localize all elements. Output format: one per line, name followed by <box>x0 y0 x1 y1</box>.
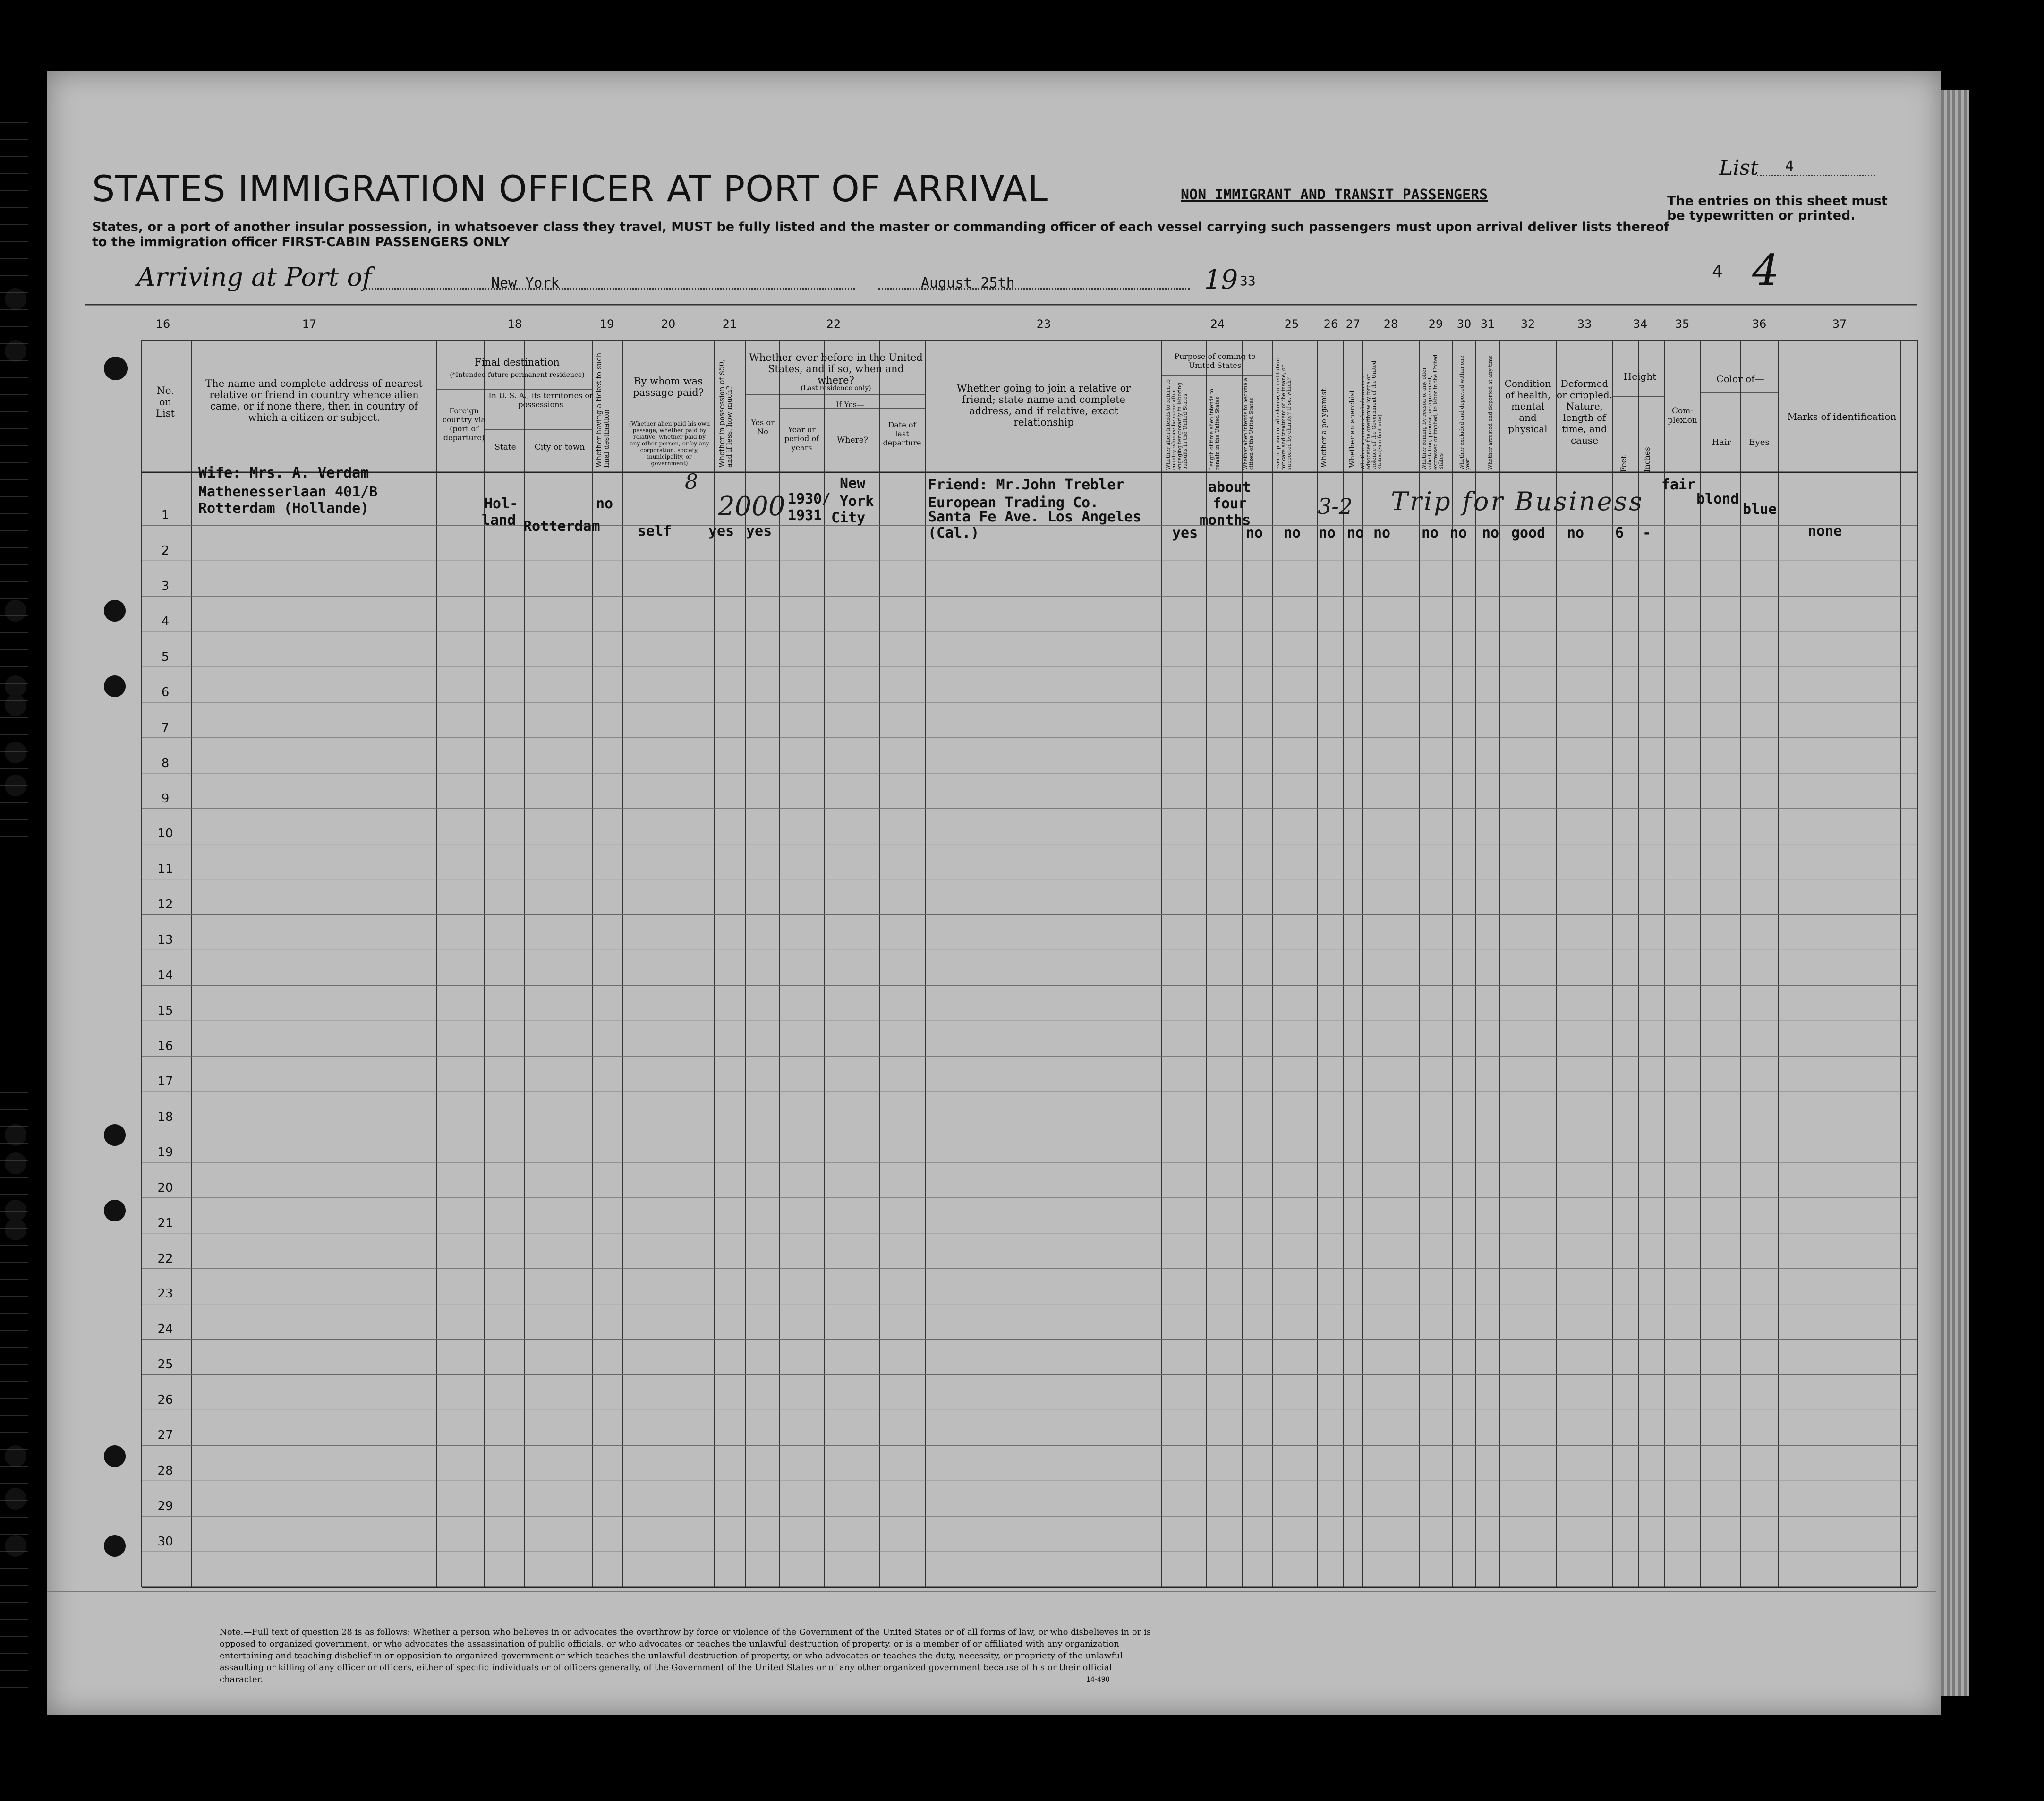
row-number: 3 <box>161 579 170 594</box>
hdr-polygamist: Whether a polygamist <box>1320 388 1328 468</box>
entry-eyes: blue <box>1743 501 1777 518</box>
entry-prison: no <box>1284 525 1301 541</box>
hdr-year-period: Year or period of years <box>784 425 819 452</box>
entry-inches: - <box>1643 525 1652 541</box>
port-value: New York <box>491 275 560 291</box>
hdr-join-relative: Whether going to join a relative or friend; state name and complete address, and if relative, exact relationship <box>956 383 1131 428</box>
entry-relative-line3: Rotterdam (Hollande) <box>198 500 369 517</box>
column-number: 24 <box>1210 317 1225 331</box>
entry-q31: no <box>1482 525 1499 541</box>
row-number: 27 <box>157 1428 173 1443</box>
row-number: 1 <box>161 508 170 523</box>
entry-q28: no <box>1373 525 1391 541</box>
hdr-q29: Whether coming by reason of any offer, solicitation, promise, or agreement, expressed or implied, to labor in the United States <box>1421 354 1444 470</box>
column-number: 18 <box>507 317 522 331</box>
hdr-possession-money: Whether in possession of $50, and if less, how much? <box>717 359 733 468</box>
row-number: 29 <box>157 1499 173 1513</box>
entry-q29: no <box>1422 525 1439 541</box>
entry-where-line2: York <box>840 493 874 510</box>
hdr-feet: Feet <box>1619 455 1628 472</box>
column-number: 37 <box>1832 317 1847 331</box>
entry-state-line2: land <box>482 512 516 529</box>
row-number: 7 <box>161 720 170 735</box>
sheet-number: 4 <box>1712 262 1723 282</box>
entry-deformed: no <box>1567 525 1584 541</box>
entry-length-line3: months <box>1200 512 1251 529</box>
column-number: 31 <box>1480 317 1495 331</box>
row-number: 21 <box>157 1216 173 1230</box>
column-number: 17 <box>302 317 317 331</box>
row-number: 19 <box>157 1145 173 1160</box>
entry-years-line2: 1931 <box>788 507 822 524</box>
entry-city: Rotterdam <box>523 518 600 535</box>
page-subtitle: NON IMMIGRANT AND TRANSIT PASSENGERS <box>1181 187 1488 203</box>
column-number: 29 <box>1428 317 1443 331</box>
row-number: 26 <box>157 1393 173 1408</box>
entry-join-line4: (Cal.) <box>928 525 979 541</box>
hdr-height: Height <box>1623 371 1657 382</box>
column-number: 19 <box>599 317 614 331</box>
hdr-purpose-b: Length of time alien intends to remain in the United States <box>1209 388 1220 470</box>
sheet-number-handwritten: 4 <box>1752 246 1780 295</box>
hdr-inches: Inches <box>1643 447 1652 472</box>
row-number: 10 <box>157 827 173 841</box>
entry-money: yes <box>708 523 734 539</box>
entry-ever-before: yes <box>746 523 772 539</box>
hdr-condition: Condition of health, mental and physical <box>1504 378 1551 435</box>
column-number: 33 <box>1577 317 1592 331</box>
entries-note: The entries on this sheet must be typewritten or printed. <box>1667 194 1888 223</box>
hdr-q30: Whether excluded and deported within one year <box>1459 355 1471 470</box>
hdr-if-yes: If Yes— <box>835 400 865 409</box>
row-number: 9 <box>161 791 170 806</box>
row-number: 12 <box>157 897 173 912</box>
hdr-yes-or-no: Yes or No <box>751 418 775 436</box>
hdr-city: City or town <box>534 443 585 452</box>
hdr-prison: Ever in prison or almshouse, or institution for care and treatment of the insane, or supported by charity? If so, which? <box>1275 358 1292 470</box>
form-number: 14-490 <box>1086 1676 1110 1683</box>
hdr-state: State <box>494 443 516 452</box>
hdr-relative-address: The name and complete address of nearest relative or friend in country whence alien came, or if none there, then in country of which a citizen or subject. <box>205 378 423 423</box>
entry-money-handwritten: 2000 <box>718 491 785 522</box>
entry-condition: good <box>1511 525 1546 541</box>
row-number: 11 <box>157 862 173 877</box>
list-label: List <box>1719 156 1759 180</box>
row-number: 28 <box>157 1464 173 1478</box>
entry-marks: none <box>1808 523 1842 539</box>
entry-where-line3: City <box>831 510 866 526</box>
hdr-deformed: Deformed or crippled. Nature, length of time, and cause <box>1556 378 1613 446</box>
hdr-purpose-a: Whether alien intends to return to country whence he came after engaging temporarily in laboring pursuits in the United States <box>1165 379 1188 470</box>
row-number: 5 <box>161 649 170 664</box>
column-number: 36 <box>1752 317 1767 331</box>
column-number: 20 <box>661 317 676 331</box>
hdr-foreign-country: Foreign country via (port of departure) <box>442 406 486 442</box>
row-number: 13 <box>157 933 173 947</box>
entry-handwritten-code: 3-2 <box>1318 494 1353 519</box>
entry-relative-line1: Wife: Mrs. A. Verdam <box>198 465 369 481</box>
row-number: 25 <box>157 1357 173 1372</box>
row-number: 24 <box>157 1322 173 1337</box>
hdr-q31: Whether arrested and deported at any time <box>1487 355 1493 470</box>
date-value: August 25th <box>921 275 1015 291</box>
row-number: 22 <box>157 1251 173 1266</box>
row-number: 20 <box>157 1180 173 1195</box>
entry-where-line1: New <box>840 475 866 492</box>
entry-join-line1: Friend: Mr.John Trebler <box>928 477 1124 493</box>
column-number: 25 <box>1284 317 1299 331</box>
entry-passage-paid: self <box>638 523 672 539</box>
entry-citizen: no <box>1246 525 1263 541</box>
column-number: 16 <box>155 317 170 331</box>
entry-polygamist: no <box>1319 525 1336 541</box>
row-number: 30 <box>157 1534 173 1549</box>
page-title: STATES IMMIGRATION OFFICER AT PORT OF ARRIVAL <box>92 168 1048 210</box>
year-prefix: 19 <box>1204 265 1238 295</box>
hdr-marks: Marks of identification <box>1787 411 1897 422</box>
hdr-in-usa: In U. S. A., its territories or possessions <box>488 391 593 409</box>
hdr-eyes: Eyes <box>1749 437 1770 447</box>
entry-return: yes <box>1172 525 1198 541</box>
entry-q30: no <box>1450 525 1467 541</box>
row-number: 2 <box>161 544 170 558</box>
column-number: 35 <box>1675 317 1690 331</box>
hdr-passage-paid: By whom was passage paid? <box>633 376 704 398</box>
row-number: 8 <box>161 756 170 770</box>
hdr-where: Where? <box>837 435 868 445</box>
hdr-ticket: Whether having a ticket to such final destination <box>595 352 611 468</box>
column-number: 21 <box>722 317 737 331</box>
footnote: Note.—Full text of question 28 is as follows: Whether a person who believes in or advocates the overthrow by force or violence of the Government of the United States or of all forms of law, or who disbelieves in or is opposed to organized government, or who advocates the assassination of public officials, or who advocates or teaches the unlawful destruction of property, or is a member of or affiliated with any organization entertaining and teaching disbelief in or opposition to organized government or which teaches the unlawful destruction of property, or who advocates or teaches the duty, necessity, or propriety of the unlawful assaulting or killing of any officer or officers, either of specific individuals or of officers generally, of the Government of the United States or of any other organized government because of his or their official character. <box>220 1627 1151 1684</box>
column-number: 26 <box>1323 317 1338 331</box>
column-number: 32 <box>1520 317 1535 331</box>
column-number: 27 <box>1346 317 1361 331</box>
hdr-final-destination: Final destination <box>475 357 560 368</box>
column-number: 34 <box>1633 317 1648 331</box>
hdr-date-departure: Date of last departure <box>883 420 921 447</box>
entry-join-line2: European Trading Co. <box>928 495 1099 511</box>
arriving-label: Arriving at Port of <box>137 262 372 292</box>
entry-feet: 6 <box>1615 525 1624 541</box>
instructions: States, or a port of another insular possession, in whatsoever class they travel, MUST be fully listed and the master or commanding officer of each vessel carrying such passengers must upon arrival deliver lists thereof to the immigration officer FIRST-CABIN PASSENGERS ONLY <box>92 220 1669 249</box>
row-number: 17 <box>157 1074 173 1089</box>
row-number: 15 <box>157 1004 173 1018</box>
entry-ticket: no <box>596 495 613 512</box>
year-suffix: 33 <box>1240 273 1256 289</box>
hdr-hair: Hair <box>1712 437 1731 447</box>
entry-years-line1: 1930/ <box>788 491 831 507</box>
hdr-final-destination-note: (*Intended future permanent residence) <box>450 371 585 379</box>
entry-complexion: fair <box>1661 477 1696 493</box>
entry-length-line2: four <box>1213 495 1247 512</box>
entry-state-line1: Hol- <box>484 495 519 512</box>
entry-anarchist: no <box>1347 525 1364 541</box>
row-number: 16 <box>157 1039 173 1053</box>
row-number: 14 <box>157 968 173 983</box>
entry-join-line3: Santa Fe Ave. Los Angeles <box>928 509 1141 525</box>
column-number: 28 <box>1383 317 1398 331</box>
column-number: 30 <box>1456 317 1472 331</box>
entry-length-line1: about <box>1208 479 1251 495</box>
row-number: 23 <box>157 1287 173 1301</box>
hdr-complexion: Com-plexion <box>1668 406 1697 425</box>
row-number: 6 <box>161 685 170 700</box>
hdr-purpose-c: Whether alien intends to become a citizen of the United States <box>1243 377 1254 470</box>
hdr-ever-before: Whether ever before in the United States, and if so, when and where? <box>749 352 923 386</box>
hdr-q28: Whether a person who believes in or advocates the overthrow by force or violence of the Government of the United States (See footnote) <box>1360 360 1383 470</box>
row-number: 18 <box>157 1110 173 1124</box>
hdr-purpose: Purpose of coming to United States <box>1174 352 1256 370</box>
hdr-color-of: Color of— <box>1716 373 1764 384</box>
entry-handwritten-remark: Trip for Business <box>1391 487 1644 516</box>
hdr-passage-note: (Whether alien paid his own passage, whether paid by relative, whether paid by any other person, or by any corporation, society, municipality, or government) <box>629 420 710 467</box>
row-number: 4 <box>161 614 170 629</box>
list-value: 4 <box>1785 158 1794 175</box>
column-number: 23 <box>1036 317 1051 331</box>
hdr-no-on-list: No. on List <box>156 385 175 419</box>
entry-money-mark: 8 <box>685 470 698 494</box>
entry-relative-line2: Mathenesserlaan 401/B <box>198 484 378 500</box>
entry-hair: blond <box>1696 491 1739 507</box>
hdr-anarchist: Whether an anarchist <box>1348 389 1356 468</box>
column-number: 22 <box>826 317 841 331</box>
hdr-last-residence: (Last residence only) <box>801 384 871 392</box>
